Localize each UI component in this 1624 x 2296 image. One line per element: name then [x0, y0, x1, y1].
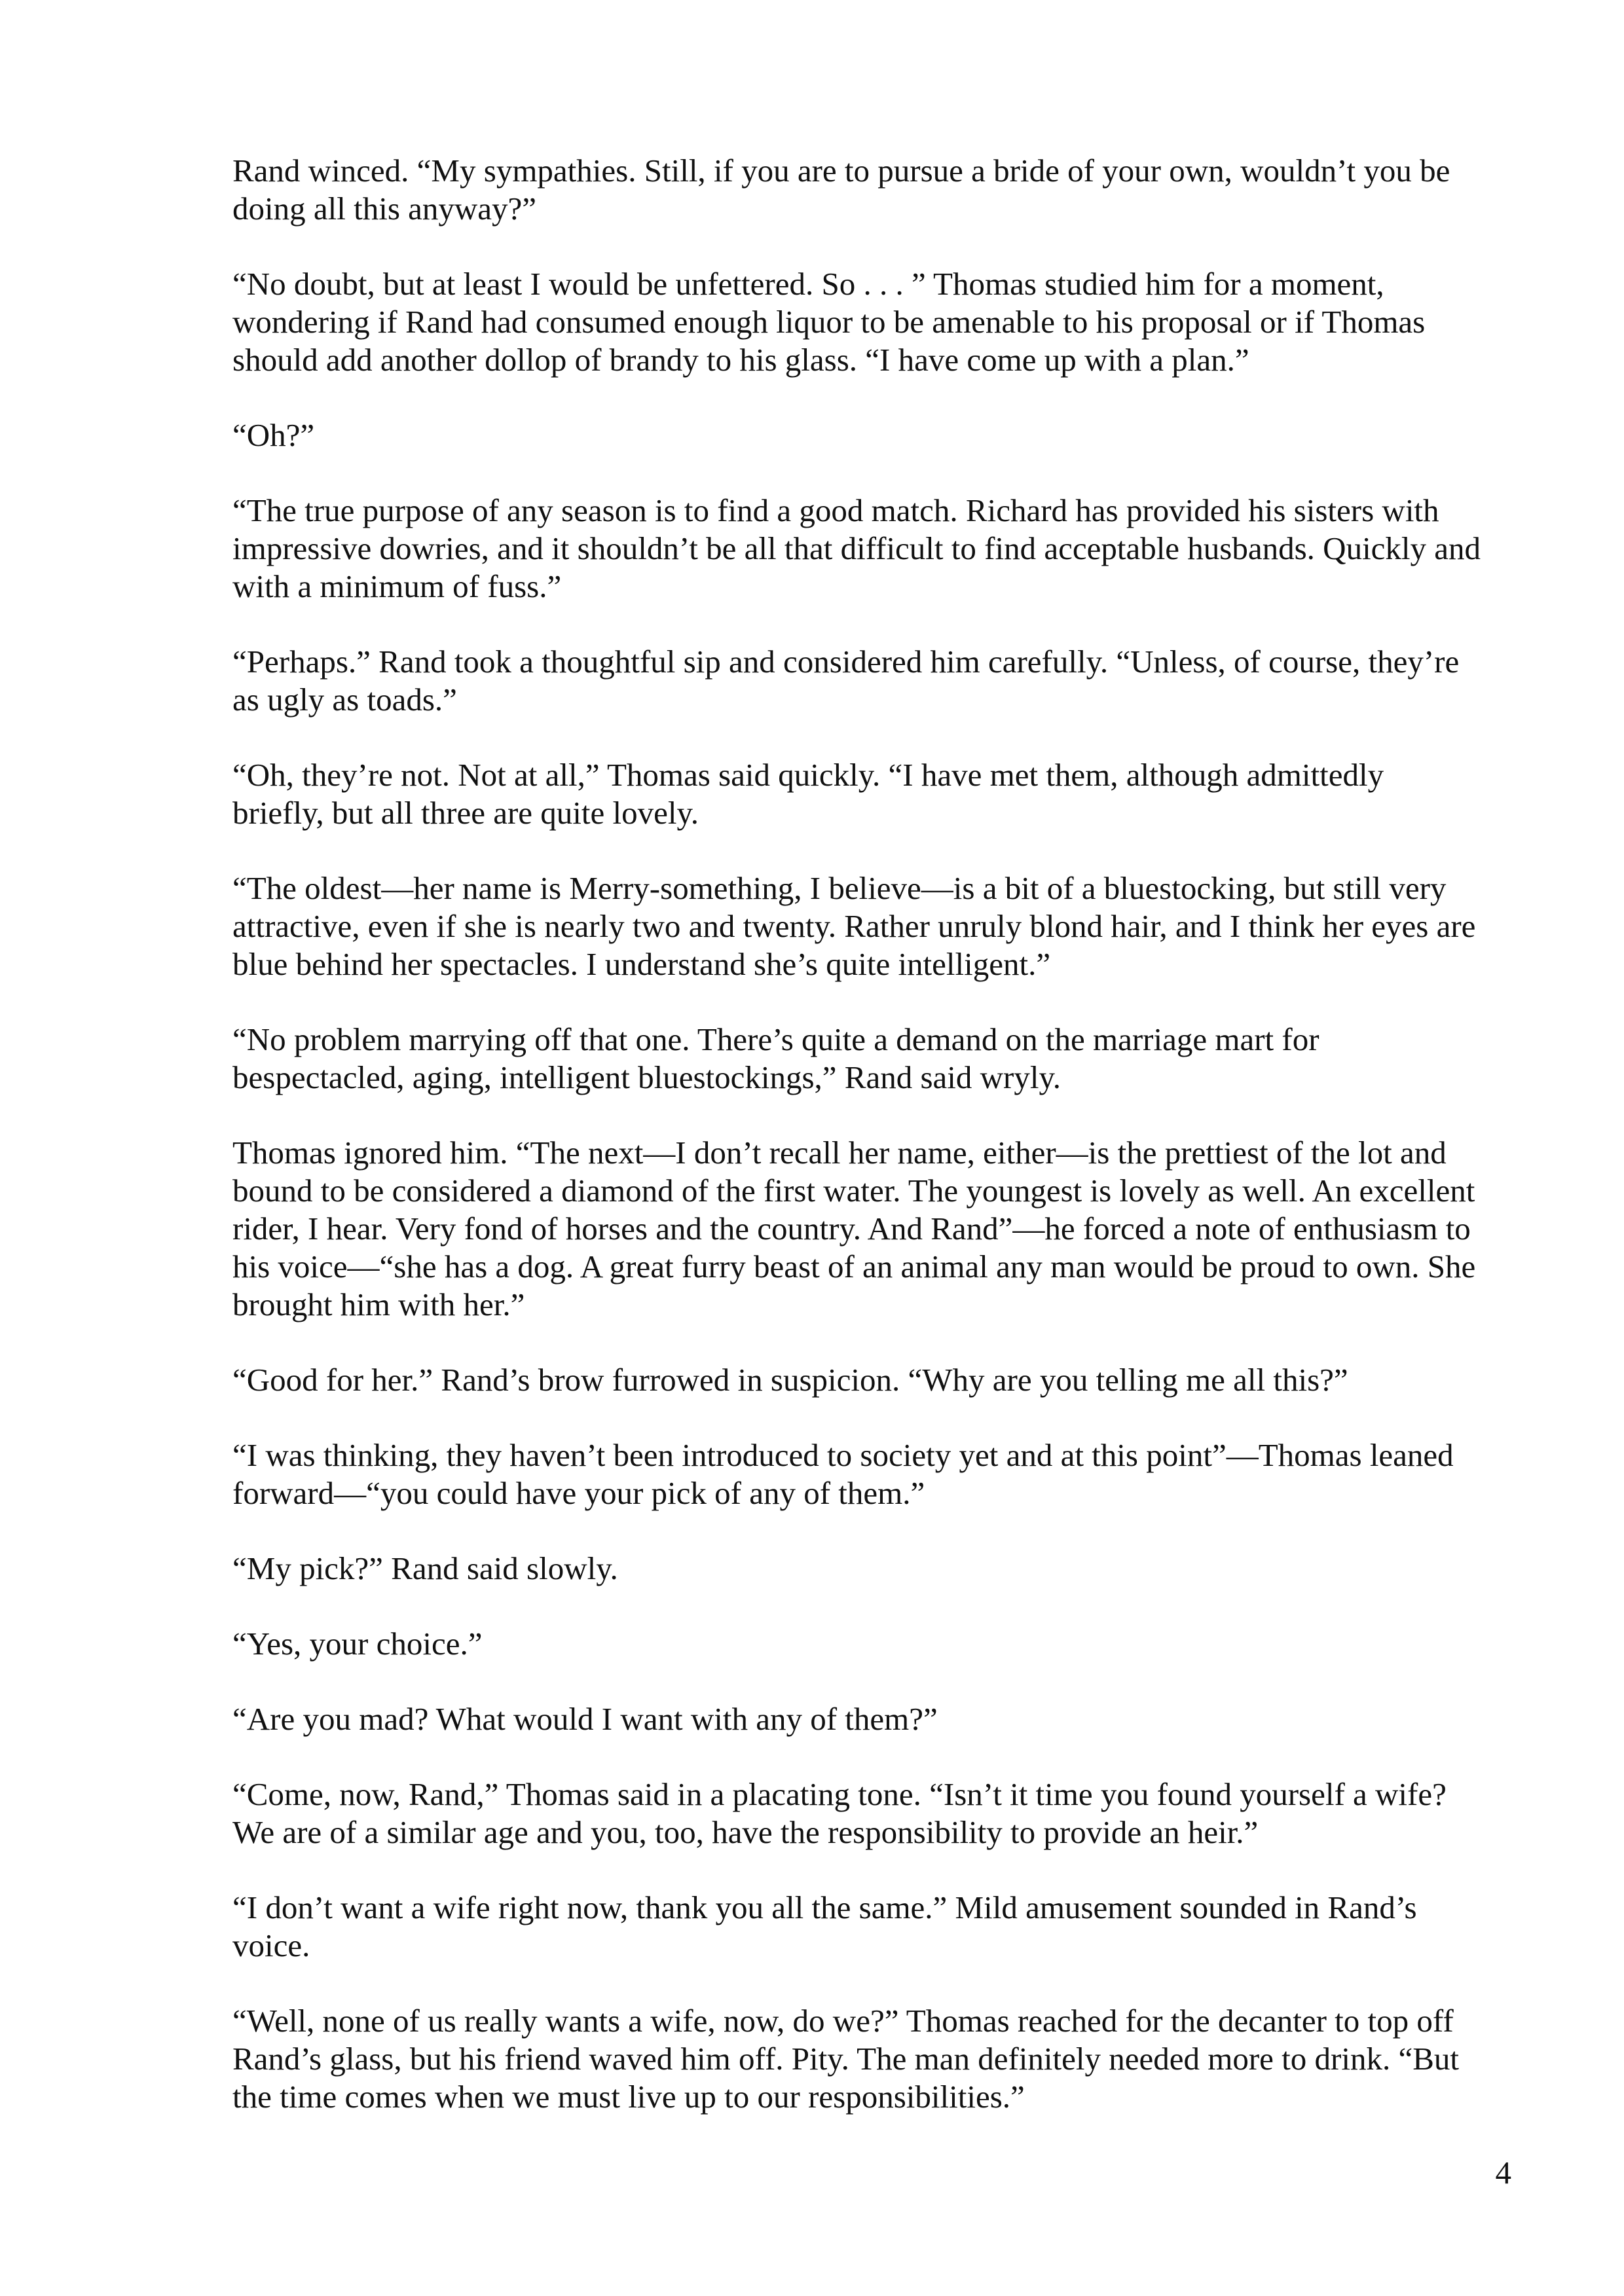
text-line: as ugly as toads.” — [232, 682, 457, 718]
text-line: Rand winced. “My sympathies. Still, if you are to pursue a bride of your own, wouldn’t you be — [232, 153, 1450, 189]
paragraph — [232, 1361, 1529, 1399]
paragraph — [232, 265, 1529, 379]
paragraph — [232, 152, 1529, 228]
text-line: “I don’t want a wife right now, thank you all the same.” Mild amusement sounded in Rand’s — [232, 1889, 1417, 1925]
text-line: “Good for her.” Rand’s brow furrowed in suspicion. “Why are you telling me all this?” — [232, 1362, 1348, 1398]
text-line: blue behind her spectacles. I understand she’s quite intelligent.” — [232, 946, 1051, 982]
text-line: “Perhaps.” Rand took a thoughtful sip and considered him carefully. “Unless, of course, they’re — [232, 644, 1460, 680]
text-line: briefly, but all three are quite lovely. — [232, 795, 699, 831]
text-line: his voice—“she has a dog. A great furry beast of an animal any man would be proud to own. She — [232, 1248, 1476, 1285]
text-line: brought him with her.” — [232, 1286, 525, 1322]
text-line: “Oh?” — [232, 417, 315, 453]
text-line: “I was thinking, they haven’t been introduced to society yet and at this point”—Thomas leaned — [232, 1437, 1454, 1473]
paragraph — [232, 869, 1529, 983]
paragraph — [232, 1625, 1529, 1663]
text-line: Rand’s glass, but his friend waved him off. Pity. The man definitely needed more to drink. “But — [232, 2041, 1460, 2077]
paragraph — [232, 756, 1529, 832]
paragraph — [232, 1550, 1529, 1588]
text-line: “My pick?” Rand said slowly. — [232, 1550, 618, 1586]
text-line: voice. — [232, 1927, 310, 1963]
text-line: bound to be considered a diamond of the first water. The youngest is lovely as well. An excellent — [232, 1173, 1475, 1209]
text-line: forward—“you could have your pick of any of them.” — [232, 1475, 925, 1511]
text-line: “Yes, your choice.” — [232, 1626, 483, 1662]
text-line: should add another dollop of brandy to his glass. “I have come up with a plan.” — [232, 342, 1249, 378]
paragraph — [232, 492, 1529, 606]
text-line: doing all this anyway?” — [232, 191, 537, 227]
paragraph — [232, 2002, 1529, 2116]
paragraph — [232, 1776, 1529, 1851]
text-line: wondering if Rand had consumed enough liquor to be amenable to his proposal or if Thomas — [232, 304, 1426, 340]
text-line: “Are you mad? What would I want with any of them?” — [232, 1701, 938, 1737]
text-line: rider, I hear. Very fond of horses and the country. And Rand”—he forced a note of enthusiasm to — [232, 1211, 1471, 1247]
text-line: We are of a similar age and you, too, have the responsibility to provide an heir.” — [232, 1814, 1259, 1850]
text-line: “Oh, they’re not. Not at all,” Thomas said quickly. “I have met them, although admittedly — [232, 757, 1384, 793]
paragraph — [232, 1700, 1529, 1738]
text-line: the time comes when we must live up to our responsibilities.” — [232, 2079, 1025, 2115]
text-line: “Come, now, Rand,” Thomas said in a placating tone. “Isn’t it time you found yourself a wife? — [232, 1776, 1447, 1812]
paragraph — [232, 1436, 1529, 1512]
text-line: “No problem marrying off that one. There’s quite a demand on the marriage mart for — [232, 1021, 1320, 1057]
text-line: with a minimum of fuss.” — [232, 568, 562, 604]
paragraph — [232, 416, 1529, 454]
paragraph — [232, 1889, 1529, 1965]
paragraph — [232, 1134, 1529, 1324]
text-line: bespectacled, aging, intelligent bluestockings,” Rand said wryly. — [232, 1059, 1061, 1095]
text-line: attractive, even if she is nearly two and twenty. Rather unruly blond hair, and I think her eyes are — [232, 908, 1476, 944]
text-line: impressive dowries, and it shouldn’t be all that difficult to find acceptable husbands. Quickly and — [232, 530, 1481, 566]
page-body — [232, 152, 1529, 2153]
text-line: “The oldest—her name is Merry-something, I believe—is a bit of a bluestocking, but still very — [232, 870, 1447, 906]
page-number: 4 — [1495, 2155, 1511, 2191]
paragraph — [232, 1021, 1529, 1097]
paragraph — [232, 643, 1529, 719]
text-line: “No doubt, but at least I would be unfettered. So . . . ” Thomas studied him for a moment, — [232, 266, 1384, 302]
text-line: “The true purpose of any season is to find a good match. Richard has provided his sisters with — [232, 492, 1439, 528]
text-line: Thomas ignored him. “The next—I don’t recall her name, either—is the prettiest of the lot and — [232, 1135, 1447, 1171]
text-line: “Well, none of us really wants a wife, now, do we?” Thomas reached for the decanter to top off — [232, 2003, 1454, 2039]
